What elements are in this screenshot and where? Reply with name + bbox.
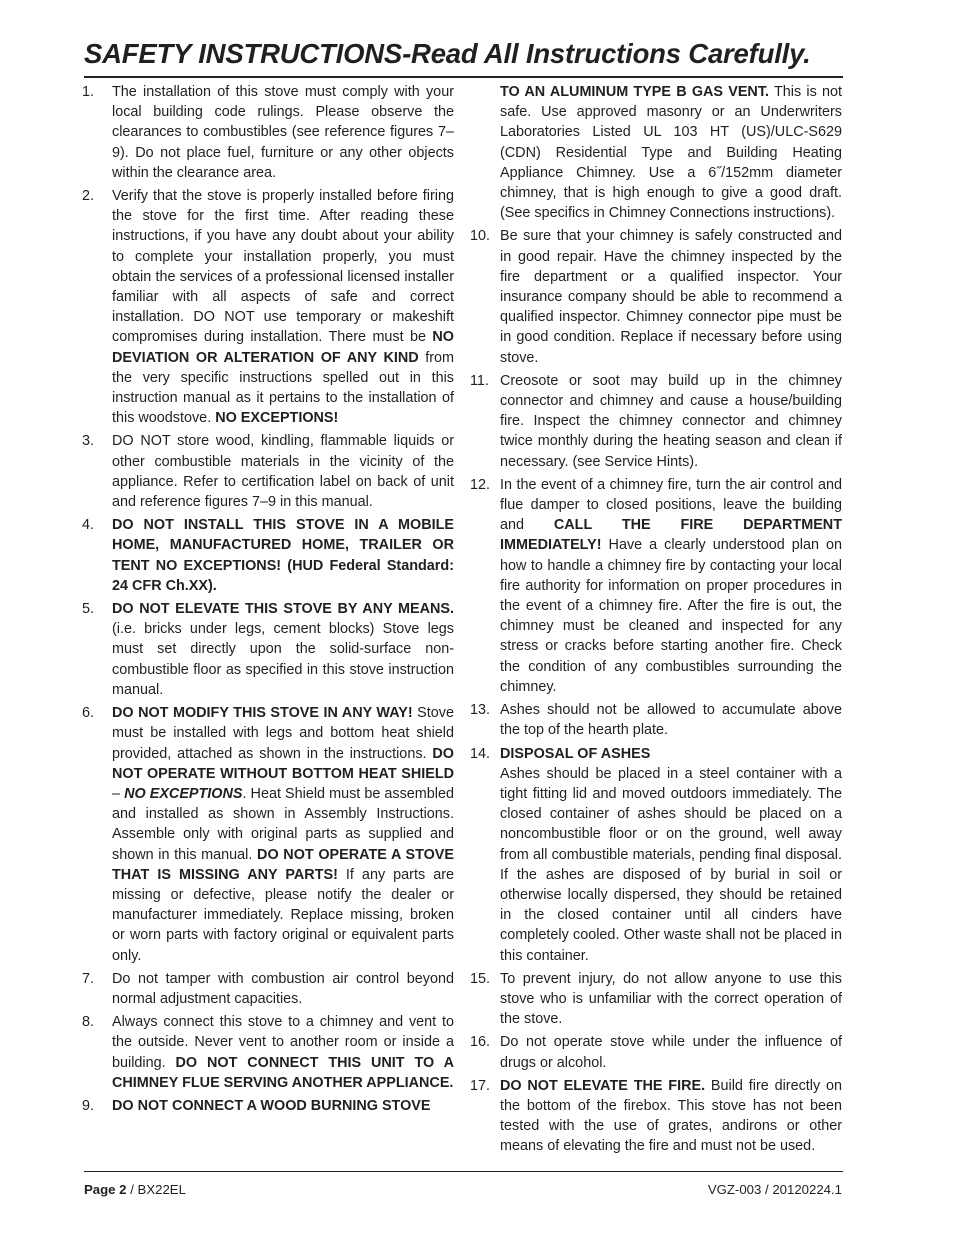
instruction-text: To prevent injury, do not allow anyone to use this stove who is unfamiliar with the correct operation of the stove.: [500, 970, 842, 1028]
instruction-number: 11.: [470, 372, 489, 389]
instruction-text: Do not operate stove while under the influence of drugs or alcohol.: [500, 1034, 842, 1071]
instruction-text: DO NOT CONNECT A WOOD BURNING STOVE: [112, 1097, 431, 1114]
instruction-number: 15.: [470, 970, 491, 987]
instruction-item: [470, 226, 842, 367]
instruction-number: 8.: [82, 1014, 95, 1031]
instruction-item: [470, 1076, 842, 1157]
instruction-text: Creosote or soot may build up in the chimney connector and chimney and cause a house/building fire. Inspect the chimney connector and chimney twice monthly during the heating season and clean if necessary. (see Service Hints).: [500, 372, 842, 470]
instruction-text: In the event of a chimney fire, turn the air control and flue damper to closed positions, leave the building and CALL THE FIRE DEPARTMENT IMMEDIATELY! Have a clearly understood plan on how to handle a chimney fire by contacting your local fire authority for information on proper procedures in the event of a chimney fire. After the fire is out, the chimney must be cleaned and inspected for any stress or cracks before starting another fire. Check the condition of any combustibles surrounding the chimney.: [500, 476, 842, 695]
instruction-number: 16.: [470, 1034, 491, 1051]
instruction-text: Do not tamper with combustion air control beyond normal adjustment capacities.: [112, 970, 454, 1007]
instruction-number: 14.: [470, 745, 491, 762]
right-column: [470, 82, 842, 1160]
footer-doc-code: VGZ-003 / 20120224.1: [707, 1182, 842, 1197]
left-column: [82, 82, 454, 1119]
instruction-text: DO NOT store wood, kindling, flammable liquids or other combustible materials in the vicinity of the appliance. Refer to certification label on back of unit and reference figures 7–9 in this manual.: [112, 433, 454, 511]
instruction-text: Verify that the stove is properly installed before firing the stove for the first time. After reading these instructions, if you have any doubt about your ability to complete your installation properly, you must obtain the services of a professional licensed installer familiar with all aspects of safe and correct installation. DO NOT use temporary or makeshift compromises during installation. There must be NO DEVIATION OR ALTERATION OF ANY KIND from the very specific instructions spelled out in this instruction manual as it pertains to the installation of this woodstove. NO EXCEPTIONS!: [112, 188, 455, 427]
instruction-number: 9.: [82, 1097, 95, 1114]
instruction-number: 17.: [470, 1077, 491, 1094]
instruction-item: [82, 186, 454, 428]
instruction-item: [470, 1032, 842, 1072]
instruction-item: [470, 969, 842, 1030]
instruction-item: [82, 1012, 454, 1093]
instruction-item: [82, 969, 454, 1009]
instruction-item: [82, 515, 454, 596]
instruction-item: [82, 82, 454, 183]
instruction-item: [82, 599, 454, 700]
instruction-item: [82, 431, 454, 512]
instruction-text: TO AN ALUMINUM TYPE B GAS VENT. This is not safe. Use approved masonry or an Underwriters Laboratories Listed UL 103 HT (US)/ULC-S629 (CDN) Residential Type and Building Heating Appliance Chimney. Use a 6˝/152mm diameter chimney, that is high enough to give a good draft. (See specifics in Chimney Connections instructions).: [500, 84, 842, 222]
instruction-number: 6.: [82, 705, 95, 722]
instruction-number: 5.: [82, 601, 95, 618]
instruction-number: 12.: [470, 476, 491, 493]
instruction-item: [470, 744, 842, 966]
instruction-item: [470, 700, 842, 740]
page-title: SAFETY INSTRUCTIONS-Read All Instructions Carefully.: [84, 38, 811, 69]
instruction-item: [470, 82, 842, 223]
instruction-number: 10.: [470, 228, 491, 245]
instruction-text: Be sure that your chimney is safely constructed and in good repair. Have the chimney inspected by the fire department or a qualified inspector. Your insurance company should be able to recommend a qualified inspector. Chimney connector pipe must be in good condition. Replace if necessary before using stove.: [500, 228, 842, 366]
instruction-text: DO NOT ELEVATE THE FIRE. Build fire directly on the bottom of the firebox. This stove has not been tested with the use of grates, andirons or other means of elevating the fire and must not be used.: [500, 1077, 843, 1155]
instruction-number: 13.: [470, 702, 491, 719]
instruction-number: [470, 82, 500, 223]
instruction-text: DO NOT MODIFY THIS STOVE IN ANY WAY! Stove must be installed with legs and bottom heat shield provided, attached as shown in the instructions. DO NOT OPERATE WITHOUT BOTTOM HEAT SHIELD – NO EXCEPTIONS. Heat Shield must be assembled and installed as shown in Assembly Instructions. Assemble only with original parts as supplied and shown in this manual. DO NOT OPERATE A STOVE THAT IS MISSING ANY PARTS! If any parts are missing or defective, please notify the dealer or manufacturer immediately. Replace missing, broken or worn parts with factory original or equivalent parts only.: [112, 705, 454, 964]
instruction-number: 7.: [82, 970, 95, 987]
title-divider: [84, 76, 843, 78]
instruction-text: DISPOSAL OF ASHES Ashes should be placed in a steel container with a tight fitting lid and moved outdoors immediately. The closed container of ashes should be placed on a noncombustible floor or on the ground, well away from all combustible materials, pending final disposal. If the ashes are disposed of by burial in soil or otherwise locally dispersed, they should be retained in the closed container until all cinders have completely cooled. Other waste shall not be placed in this container.: [500, 745, 842, 964]
instruction-number: 3.: [82, 433, 95, 450]
instruction-number: 2.: [82, 188, 95, 205]
instruction-item: [82, 1096, 454, 1116]
instruction-text: DO NOT ELEVATE THIS STOVE BY ANY MEANS. (i.e. bricks under legs, cement blocks) Stove legs must set directly upon the solid-surface non-combustible floor as specified in this stove instruction manual.: [112, 601, 454, 698]
instruction-number: 1.: [82, 84, 95, 100]
instruction-text: Ashes should not be allowed to accumulate above the top of the hearth plate.: [500, 702, 842, 739]
model-name: / BX22EL: [126, 1182, 186, 1197]
footer-page-info: [84, 1182, 186, 1197]
footer-divider: [84, 1171, 843, 1172]
instruction-item: [82, 703, 454, 966]
page-number: Page 2: [84, 1182, 127, 1197]
instruction-text: The installation of this stove must comply with your local building code rulings. Please observe the clearances to combustibles (see reference figures 7–9). Do not place fuel, furniture or any other objects within the clearance area.: [112, 84, 454, 181]
instruction-text: Always connect this stove to a chimney and vent to the outside. Never vent to another room or inside a building. DO NOT CONNECT THIS UNIT TO A CHIMNEY FLUE SERVING ANOTHER APPLIANCE.: [112, 1014, 454, 1091]
instruction-number: 4.: [82, 517, 95, 534]
instruction-item: [470, 475, 842, 697]
instruction-text: DO NOT INSTALL THIS STOVE IN A MOBILE HOME, MANUFACTURED HOME, TRAILER OR TENT NO EXCEPTIONS! (HUD Federal Standard: 24 CFR Ch.XX).: [112, 517, 454, 594]
instruction-item: [470, 371, 842, 472]
